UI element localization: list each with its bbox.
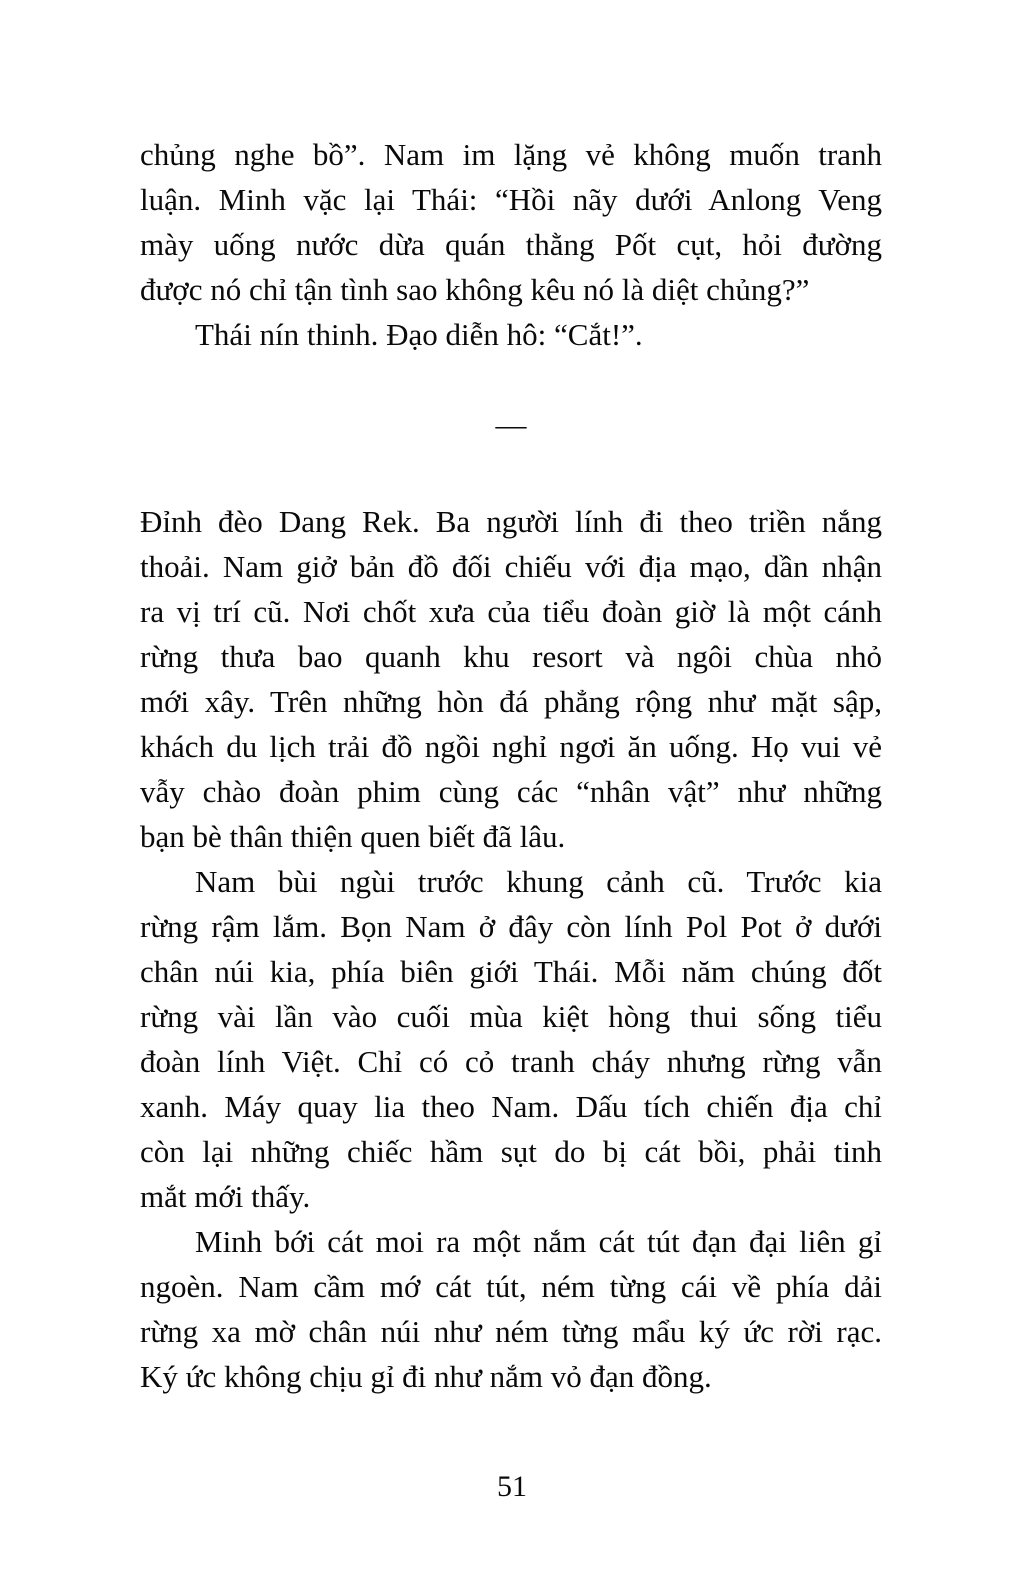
text-line: mới xây. Trên những hòn đá phẳng rộng như mặt sập, — [140, 684, 882, 719]
text-line: luận. Minh vặc lại Thái: “Hồi nãy dưới Anlong Veng — [140, 182, 882, 217]
text-line: rừng xa mờ chân núi như ném từng mẩu ký ức rời rạc. — [140, 1314, 882, 1349]
scene-break-dash: — — [495, 407, 527, 442]
text-line: rừng thưa bao quanh khu resort và ngôi chùa nhỏ — [140, 639, 882, 674]
text-line: Nam bùi ngùi trước khung cảnh cũ. Trước kia — [195, 864, 882, 899]
text-line: được nó chỉ tận tình sao không kêu nó là diệt chủng?” — [140, 272, 810, 307]
paragraph — [140, 312, 882, 357]
text-line: Minh bới cát moi ra một nắm cát tút đạn đại liên gỉ — [195, 1224, 882, 1259]
paragraph — [140, 1219, 882, 1399]
text-line: chân núi kia, phía biên giới Thái. Mỗi năm chúng đốt — [140, 954, 882, 989]
text-line: ra vị trí cũ. Nơi chốt xưa của tiểu đoàn giờ là một cánh — [140, 594, 882, 629]
text-line: rừng vài lần vào cuối mùa kiệt hòng thui sống tiểu — [140, 999, 882, 1034]
paragraph — [140, 859, 882, 1219]
page-number: 51 — [497, 1470, 527, 1503]
page-body-text — [140, 132, 882, 1399]
text-line: đoàn lính Việt. Chỉ có cỏ tranh cháy nhưng rừng vẫn — [140, 1044, 882, 1079]
text-line: chủng nghe bồ”. Nam im lặng vẻ không muốn tranh — [140, 137, 882, 172]
text-line: mày uống nước dừa quán thằng Pốt cụt, hỏi đường — [140, 227, 882, 262]
text-line: còn lại những chiếc hầm sụt do bị cát bồi, phải tinh — [140, 1134, 882, 1169]
text-line: khách du lịch trải đồ ngồi nghỉ ngơi ăn uống. Họ vui vẻ — [140, 729, 882, 764]
text-line: ngoèn. Nam cầm mớ cát tút, ném từng cái về phía dải — [140, 1269, 882, 1304]
text-line: xanh. Máy quay lia theo Nam. Dấu tích chiến địa chỉ — [140, 1089, 882, 1124]
text-line: Đỉnh đèo Dang Rek. Ba người lính đi theo triền nắng — [140, 504, 882, 539]
text-line: rừng rậm lắm. Bọn Nam ở đây còn lính Pol Pot ở dưới — [140, 909, 882, 944]
text-line: mắt mới thấy. — [140, 1179, 311, 1214]
text-line: Ký ức không chịu gỉ đi như nắm vỏ đạn đồng. — [140, 1359, 712, 1394]
text-line: bạn bè thân thiện quen biết đã lâu. — [140, 819, 566, 854]
paragraph — [140, 132, 882, 312]
text-line: Thái nín thinh. Đạo diễn hô: “Cắt!”. — [195, 317, 643, 352]
text-line: thoải. Nam giở bản đồ đối chiếu với địa mạo, dần nhận — [140, 549, 882, 584]
text-line: vẫy chào đoàn phim cùng các “nhân vật” như những — [140, 774, 882, 809]
paragraph — [140, 499, 882, 859]
